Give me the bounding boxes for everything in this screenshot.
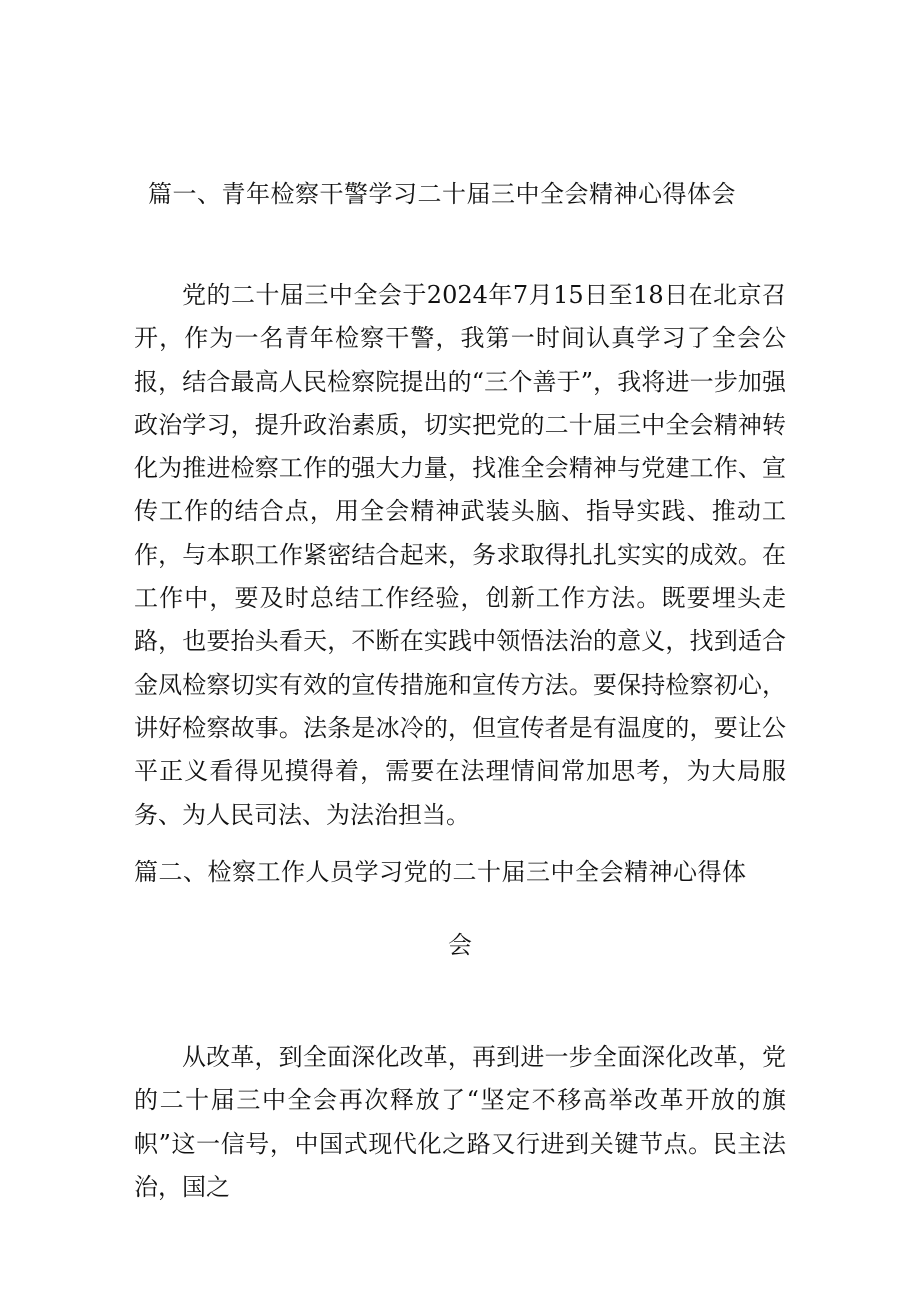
section-1-title: 篇一、青年检察干警学习二十届三中全会精神心得体会 <box>148 180 736 208</box>
section-2-paragraph: 从改革，到全面深化改革，再到进一步全面深化改革，党的二十届三中全会再次释放了“坚定不移高举改革开放的旗帜”这一信号，中国式现代化之路又行进到关键节点。民主法治，国之 <box>134 1043 786 1201</box>
section-2-title-continuation: 会 <box>448 931 473 959</box>
section-2-title: 篇二、检察工作人员学习党的二十届三中全会精神心得体 <box>134 858 747 886</box>
section-1-paragraph: 党的二十届三中全会于2024年7月15日至18日在北京召开，作为一名青年检察干警，我第一时间认真学习了全会公报，结合最高人民检察院提出的“三个善于”，我将进一步加强政治学习，提升政治素质，切实把党的二十届三中全会精神转化为推进检察工作的强大力量，找准全会精神与党建工作、宣传工作的结合点，用全会精神武装头脑、指导实践、推动工作，与本职工作紧密结合起来，务求取得扎扎实实的成效。在工作中，要及时总结工作经验，创新工作方法。既要埋头走路，也要抬头看天，不断在实践中领悟法治的意义，找到适合金凤检察切实有效的宣传措施和宣传方法。要保持检察初心，讲好检察故事。法条是冰冷的，但宣传者是有温度的，要让公平正义看得见摸得着，需要在法理情间常加思考，为大局服务、为人民司法、为法治担当。 <box>134 281 786 829</box>
